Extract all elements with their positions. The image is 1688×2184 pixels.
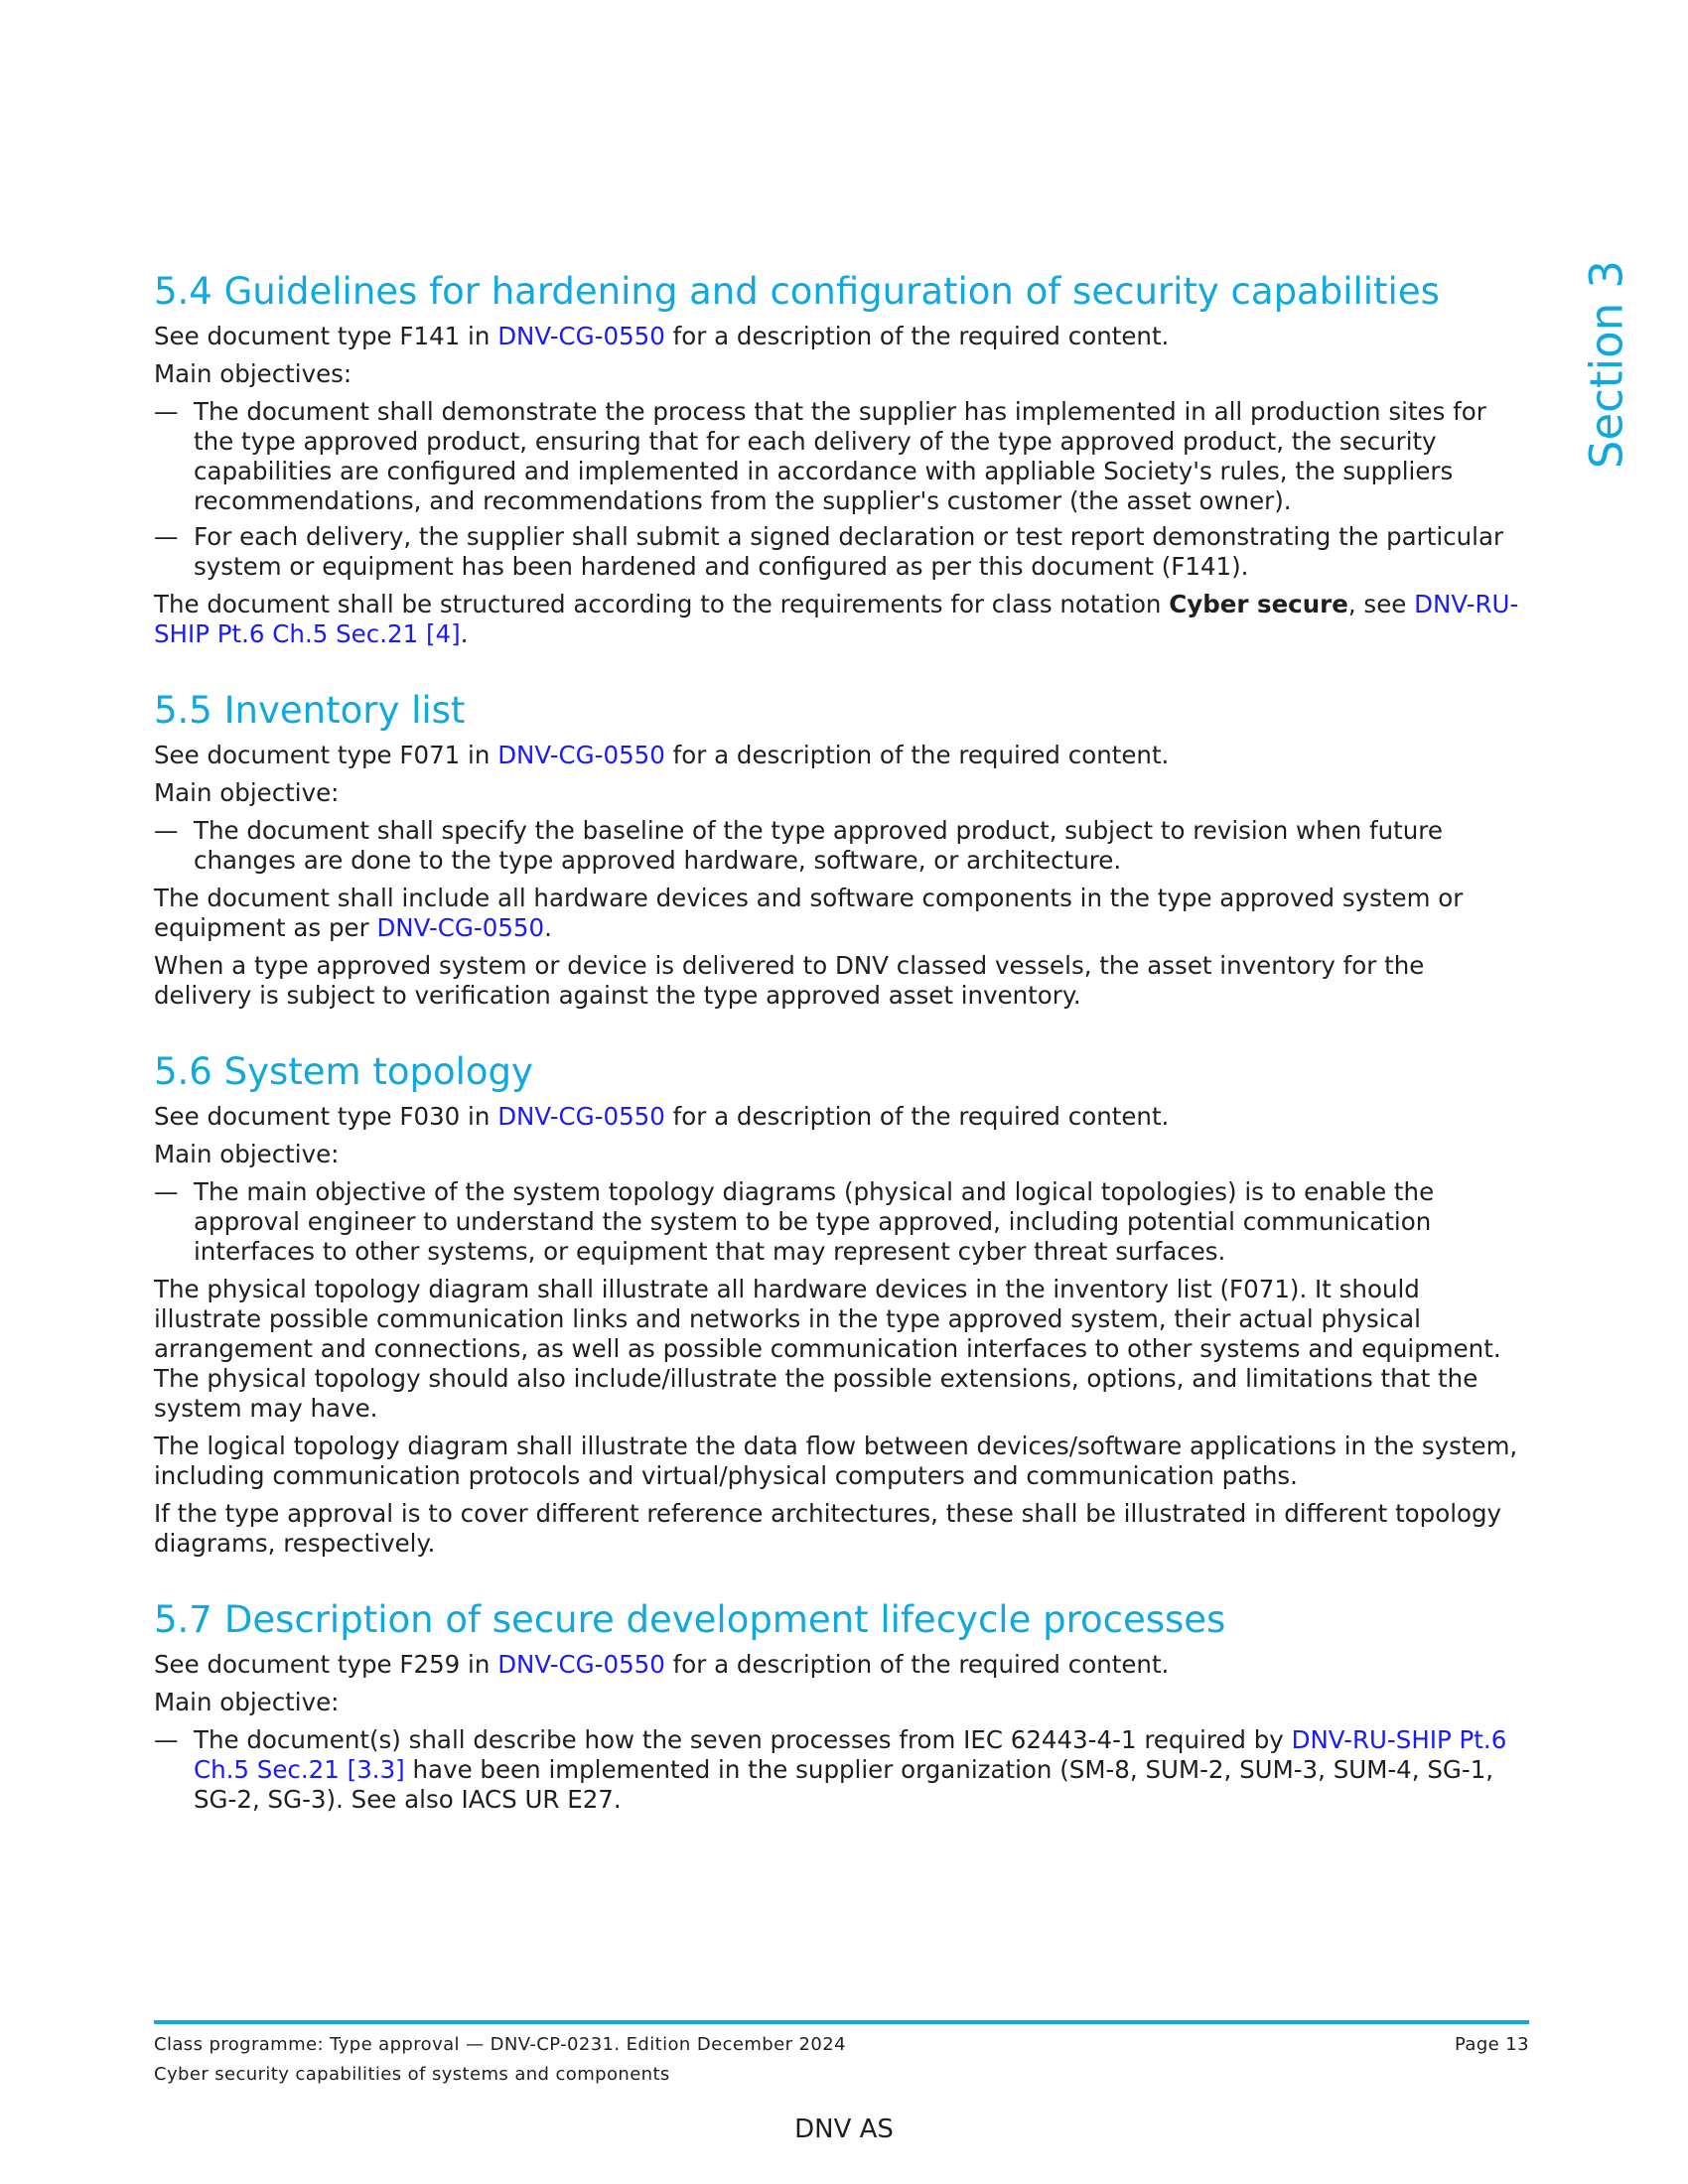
body-paragraph: If the type approval is to cover different reference architectures, these shall be illustrated in different topology diagrams, respectively. [154,1499,1502,1558]
ref-link-dnv-ru-ship[interactable]: DNV-RU-SHIP Pt.6 Ch.5 Sec.21 [4] [154,590,1519,648]
page-footer [154,2030,1529,2090]
objectives-label: Main objective: [154,1688,340,1716]
objectives-list [154,1177,1529,1267]
dash-bullet: — [154,1177,179,1206]
structure-paragraph: The document shall be structured according to the requirements for class notation Cyber secure, see DNV-RU-SHIP Pt.6 Ch.5 Sec.21 [4]. [154,590,1519,648]
document-body [154,270,1529,1854]
footer-document-title: Class programme: Type approval — DNV-CP-0231. Edition December 2024 [154,2034,846,2055]
section-heading: 5.5 Inventory list [154,689,466,732]
section-heading: 5.4 Guidelines for hardening and configuration of security capabilities [154,270,1440,313]
section-5-4 [154,270,1529,649]
objectives-label: Main objectives: [154,359,352,388]
class-notation: Cyber secure [1169,590,1348,618]
list-item: — The document shall specify the baseline of the type approved product, subject to revision when future changes are done to the type approved hardware, software, or architecture. [154,816,1443,875]
doc-type-reference: See document type F141 in DNV-CG-0550 for a description of the required content. [154,322,1170,350]
section-5-6 [154,1050,1529,1559]
body-paragraph: The logical topology diagram shall illustrate the data flow between devices/software applications in the system, including communication protocols and virtual/physical computers and communication paths. [154,1432,1518,1490]
ref-link-dnv-cg-0550[interactable]: DNV-CG-0550 [376,913,545,942]
ref-link-dnv-cg-0550[interactable]: DNV-CG-0550 [497,1102,665,1131]
list-item: — The document(s) shall describe how the seven processes from IEC 62443-4-1 required by DNV-RU-SHIP Pt.6 Ch.5 Sec.21 [3.3] have been implemented in the supplier organization (SM-8, SUM-2, SUM-3, SUM-4, SG-1, SG-2, SG-3). See also IACS UR E27. [154,1725,1507,1814]
objectives-label: Main objective: [154,1140,340,1168]
page-number: Page 13 [1454,2034,1529,2055]
section-side-tab-label: Section 3 [1580,259,1633,470]
objectives-list [154,816,1529,876]
doc-type-reference: See document type F071 in DNV-CG-0550 for a description of the required content. [154,741,1170,769]
dash-bullet: — [154,1725,179,1754]
footer-divider [154,2020,1529,2024]
ref-link-dnv-cg-0550[interactable]: DNV-CG-0550 [497,741,665,769]
ref-link-dnv-cg-0550[interactable]: DNV-CG-0550 [497,1650,665,1679]
list-item: — The main objective of the system topology diagrams (physical and logical topologies) is to enable the approval engineer to understand the system to be type approved, including potential communication interfaces to other systems, or equipment that may represent cyber threat surfaces. [154,1177,1435,1266]
dash-bullet: — [154,522,179,551]
objectives-list [154,1725,1529,1815]
dash-bullet: — [154,397,179,426]
body-paragraph: The document shall include all hardware devices and software components in the type approved system or equipment as per DNV-CG-0550. [154,884,1464,942]
doc-type-reference: See document type F030 in DNV-CG-0550 for a description of the required content. [154,1102,1170,1131]
section-5-5 [154,689,1529,1011]
body-paragraph: When a type approved system or device is delivered to DNV classed vessels, the asset inventory for the delivery is subject to verification against the type approved asset inventory. [154,951,1425,1010]
ref-link-dnv-cg-0550[interactable]: DNV-CG-0550 [497,322,665,350]
section-heading: 5.6 System topology [154,1050,533,1093]
section-5-7 [154,1598,1529,1815]
company-name: DNV AS [794,2115,894,2144]
section-heading: 5.7 Description of secure development lifecycle processes [154,1598,1226,1641]
dash-bullet: — [154,816,179,845]
section-side-tab [1582,260,1631,469]
body-paragraph: The physical topology diagram shall illustrate all hardware devices in the inventory list (F071). It should illustrate possible communication links and networks in the type approved system, their actual physical arrangement and connections, as well as possible communication interfaces to other systems and equipment. The physical topology should also include/illustrate the possible extensions, options, and limitations that the system may have. [154,1275,1501,1423]
list-item: — The document shall demonstrate the process that the supplier has implemented in all production sites for the type approved product, ensuring that for each delivery of the type approved product, the security capabilities are configured and implemented in accordance with appliable Society's rules, the suppliers recommendations, and recommendations from the supplier's customer (the asset owner). [154,397,1486,515]
list-item: — For each delivery, the supplier shall submit a signed declaration or test report demonstrating the particular system or equipment has been hardened and configured as per this document (F141). [154,522,1504,581]
objectives-label: Main objective: [154,778,340,807]
footer-subtitle: Cyber security capabilities of systems and components [154,2064,670,2085]
ref-link-dnv-ru-ship[interactable]: DNV-RU-SHIP Pt.6 Ch.5 Sec.21 [3.3] [194,1725,1507,1784]
doc-type-reference: See document type F259 in DNV-CG-0550 for a description of the required content. [154,1650,1170,1679]
objectives-list [154,397,1529,582]
